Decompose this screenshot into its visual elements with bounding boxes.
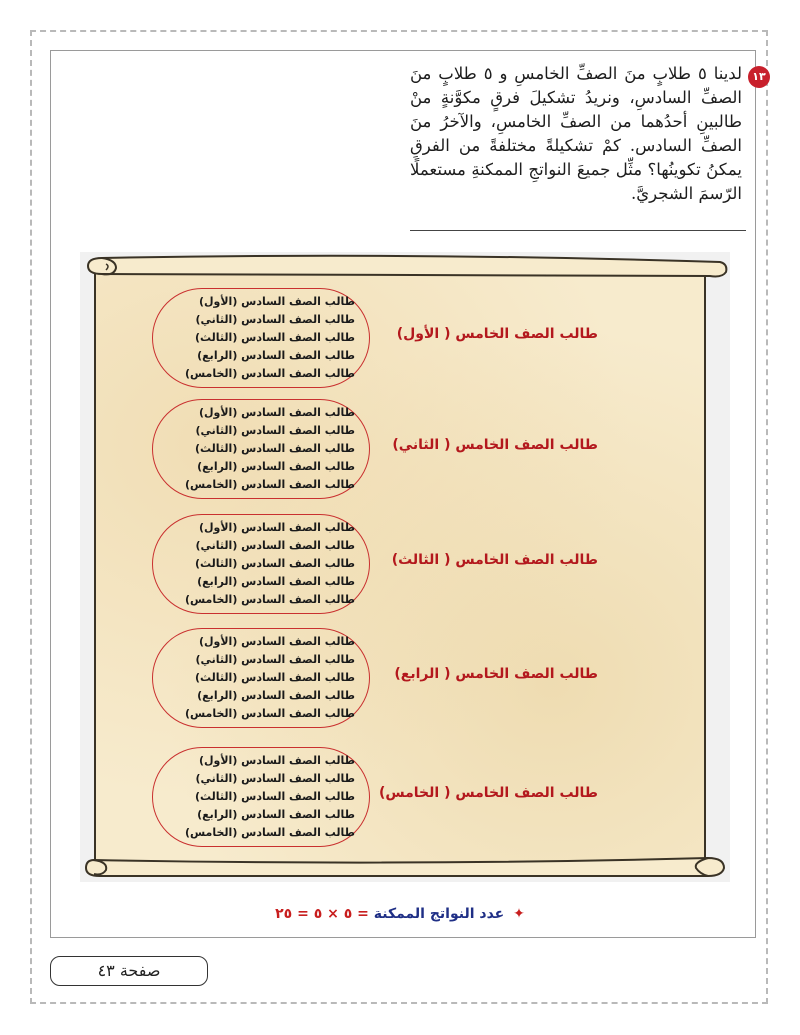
outcomes-oval <box>152 747 370 847</box>
outcome-item: طالب الصف السادس (الأول) <box>198 754 355 767</box>
outcome-item: طالب الصف السادس (الخامس) <box>184 478 355 491</box>
outcome-item: طالب الصف السادس (الرابع) <box>197 349 355 362</box>
outcome-item: طالب الصف السادس (الأول) <box>198 635 355 648</box>
fifth-grade-student-label: طالب الصف الخامس ( الثالث) <box>391 552 598 568</box>
question-number-badge: ١٣ <box>748 66 770 88</box>
outcomes-oval <box>152 288 370 388</box>
outcome-item: طالب الصف السادس (الرابع) <box>197 575 355 588</box>
outcome-item: طالب الصف السادس (الثالث) <box>195 790 355 803</box>
tree-group-2 <box>152 399 598 499</box>
outcome-item: طالب الصف السادس (الثالث) <box>195 331 355 344</box>
outcome-item: طالب الصف السادس (الثاني) <box>195 539 355 552</box>
outcomes-oval <box>152 628 370 728</box>
fifth-grade-student-label: طالب الصف الخامس ( الثاني) <box>392 437 598 453</box>
outcome-item: طالب الصف السادس (الثالث) <box>195 671 355 684</box>
outcome-item: طالب الصف السادس (الثاني) <box>195 772 355 785</box>
diamond-bullet-icon: ✦ <box>513 906 525 922</box>
page-number-tag: صفحة ٤٣ <box>50 956 208 986</box>
total-equation: = ٥ × ٥ = ٢٥ <box>275 906 369 922</box>
outcome-item: طالب الصف السادس (الرابع) <box>197 689 355 702</box>
outcome-item: طالب الصف السادس (الأول) <box>198 295 355 308</box>
outcome-item: طالب الصف السادس (الخامس) <box>184 826 355 839</box>
outcome-item: طالب الصف السادس (الخامس) <box>184 707 355 720</box>
scroll-bottom-roll <box>80 846 730 886</box>
tree-group-4 <box>152 628 598 728</box>
question-text: لدينا ٥ طلابٍ منَ الصفِّ الخامسِ و ٥ طلابٍ منَ الصفِّ السادسِ، ونريدُ تشكيلَ فرقٍ مكوَّنةٍ منْ طالبينِ أحدُهما من الصفِّ الخامسِ، والآخرُ منَ الصفِّ السادس. كمْ تشكيلةً مختلفةً من الفرقِ يمكنُ تكوينُها؟ مثِّل جميعَ النواتجِ الممكنةِ مستعملًا الرّسمَ الشجريَّ. <box>410 64 742 203</box>
outcome-item: طالب الصف السادس (الرابع) <box>197 460 355 473</box>
outcome-item: طالب الصف السادس (الثالث) <box>195 557 355 570</box>
scroll-top-roll <box>80 250 730 290</box>
outcomes-oval <box>152 514 370 614</box>
outcome-item: طالب الصف السادس (الثاني) <box>195 313 355 326</box>
outcomes-total <box>200 906 600 922</box>
outcome-item: طالب الصف السادس (الثاني) <box>195 653 355 666</box>
outcome-item: طالب الصف السادس (الثاني) <box>195 424 355 437</box>
outcomes-oval <box>152 399 370 499</box>
tree-group-1 <box>152 288 598 388</box>
outcome-item: طالب الصف السادس (الخامس) <box>184 367 355 380</box>
outcome-item: طالب الصف السادس (الأول) <box>198 521 355 534</box>
total-label: عدد النواتج الممكنة <box>373 906 505 922</box>
outcome-item: طالب الصف السادس (الأول) <box>198 406 355 419</box>
outcome-item: طالب الصف السادس (الثالث) <box>195 442 355 455</box>
question-underline <box>410 230 746 231</box>
outcome-item: طالب الصف السادس (الرابع) <box>197 808 355 821</box>
tree-group-5 <box>152 747 598 847</box>
fifth-grade-student-label: طالب الصف الخامس ( الخامس) <box>378 785 598 801</box>
outcome-item: طالب الصف السادس (الخامس) <box>184 593 355 606</box>
fifth-grade-student-label: طالب الصف الخامس ( الأول) <box>396 326 598 342</box>
fifth-grade-student-label: طالب الصف الخامس ( الرابع) <box>394 666 598 682</box>
tree-group-3 <box>152 514 598 614</box>
